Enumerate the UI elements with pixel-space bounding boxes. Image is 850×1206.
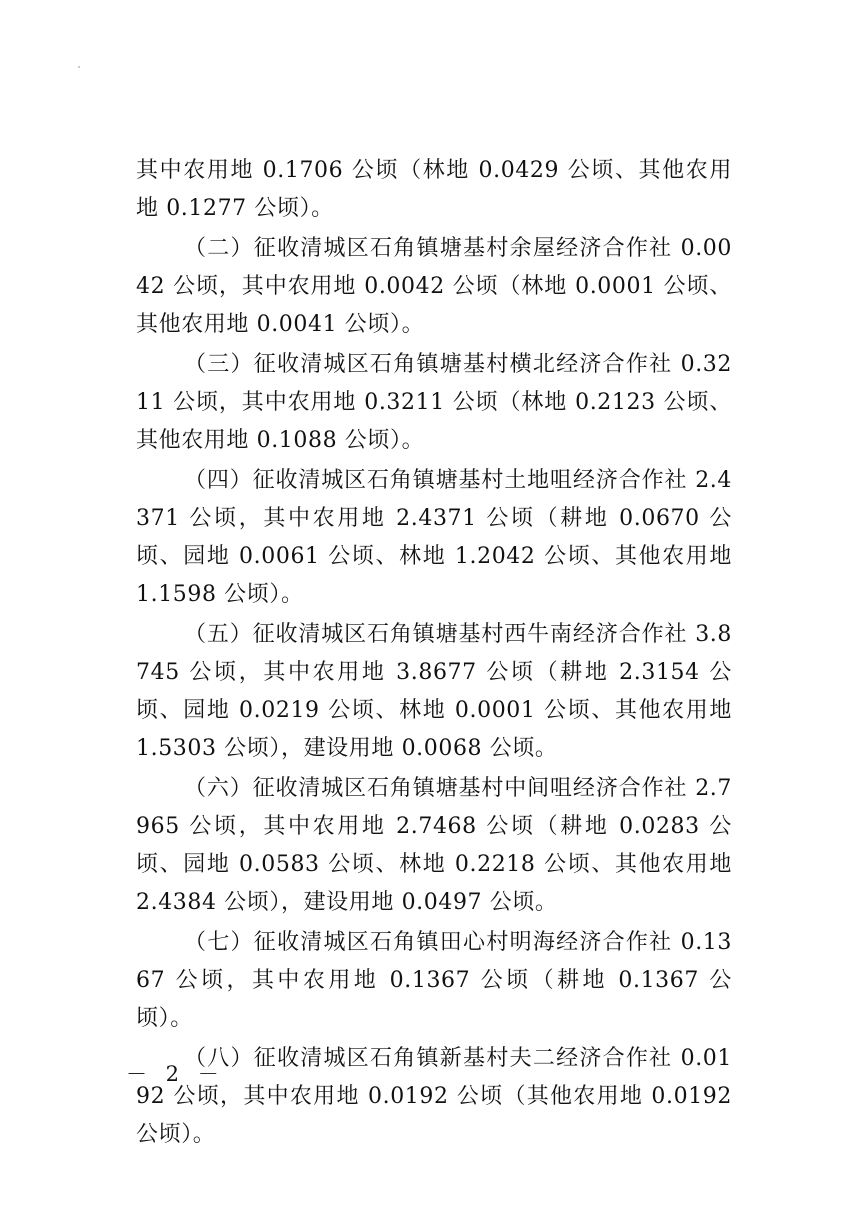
paragraph-item-5: （五）征收清城区石角镇塘基村西牛南经济合作社 3.8745 公顷，其中农用地 3.8677 公顷（耕地 2.3154 公顷、园地 0.0219 公顷、林地 0.0001 公顷、其他农用地 1.5303 公顷），建设用地 0.0068 公顷。	[136, 622, 732, 761]
body-text	[136, 152, 732, 1156]
paragraph-item-3: （三）征收清城区石角镇塘基村横北经济合作社 0.3211 公顷，其中农用地 0.3211 公顷（林地 0.2123 公顷、其他农用地 0.1088 公顷）。	[136, 352, 732, 453]
paragraph-item-4: （四）征收清城区石角镇塘基村土地咀经济合作社 2.4371 公顷，其中农用地 2.4371 公顷（耕地 0.0670 公顷、园地 0.0061 公顷、林地 1.2042 公顷、其他农用地 1.1598 公顷）。	[136, 468, 732, 607]
paragraph-item-6: （六）征收清城区石角镇塘基村中间咀经济合作社 2.7965 公顷，其中农用地 2.7468 公顷（耕地 0.0283 公顷、园地 0.0583 公顷、林地 0.2218 公顷、其他农用地 2.4384 公顷），建设用地 0.0497 公顷。	[136, 776, 732, 915]
paragraph-item-7: （七）征收清城区石角镇田心村明海经济合作社 0.1367 公顷，其中农用地 0.1367 公顷（耕地 0.1367 公顷）。	[136, 930, 732, 1031]
paragraph-item-2: （二）征收清城区石角镇塘基村余屋经济合作社 0.0042 公顷，其中农用地 0.0042 公顷（林地 0.0001 公顷、其他农用地 0.0041 公顷）。	[136, 236, 732, 337]
scan-speck	[78, 66, 80, 68]
paragraph-item-8: （八）征收清城区石角镇新基村夫二经济合作社 0.0192 公顷，其中农用地 0.0192 公顷（其他农用地 0.0192 公顷）。	[136, 1046, 732, 1147]
page-number: － 2 －	[126, 1062, 225, 1086]
paragraph-continuation: 其中农用地 0.1706 公顷（林地 0.0429 公顷、其他农用地 0.1277 公顷）。	[136, 158, 732, 221]
